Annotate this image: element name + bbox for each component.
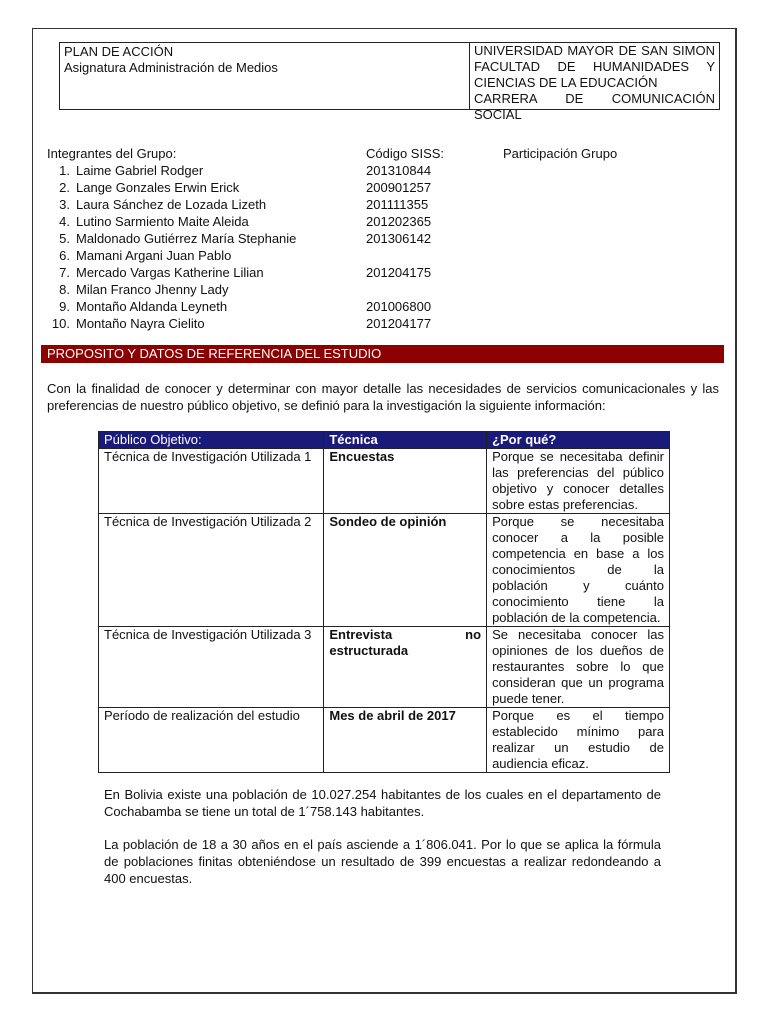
header-why: ¿Por qué? [487, 432, 670, 449]
section-title-bar: PROPOSITO Y DATOS DE REFERENCIA DEL ESTUDIO [41, 345, 724, 363]
member-row [47, 196, 737, 213]
row-reason: Porque se necesitaba definir las preferencias del público objetivo y conocer detalles sobre estas preferencias. [487, 449, 670, 514]
member-number: 2. [59, 180, 70, 195]
member-code: 201202365 [366, 214, 432, 229]
table-row [99, 708, 670, 773]
member-code [366, 247, 503, 264]
member-name: Mercado Vargas Katherine Lilian [76, 265, 264, 280]
member-code [366, 281, 503, 298]
table-header-row [99, 432, 670, 449]
course-name: Asignatura Administración de Medios [64, 60, 278, 75]
row-technique: Encuestas [324, 449, 487, 514]
population-paragraph-2: La población de 18 a 30 años en el país asciende a 1´806.041. Por lo que se aplica la fórmula de poblaciones finitas obteniéndose un resultado de 399 encuestas a realizar redondeando a 400 encuestas. [104, 837, 661, 886]
member-name: Milan Franco Jhenny Lady [76, 282, 229, 297]
member-number: 10. [51, 316, 70, 331]
member-name-cell [47, 213, 366, 230]
group-members-section [47, 145, 737, 332]
career-name: CARRERA DE COMUNICACIÓN SOCIAL [474, 91, 715, 122]
member-number: 6. [59, 248, 70, 263]
member-number: 7. [59, 265, 70, 280]
university-name: UNIVERSIDAD MAYOR DE SAN SIMON [474, 43, 715, 58]
techniques-table [98, 431, 670, 773]
member-name-cell [47, 264, 366, 281]
row-label: Técnica de Investigación Utilizada 3 [99, 627, 324, 708]
member-row [47, 179, 737, 196]
member-number: 8. [59, 282, 70, 297]
member-number: 1. [59, 163, 70, 178]
member-name-cell [47, 179, 366, 196]
row-technique: Mes de abril de 2017 [324, 708, 487, 773]
row-label: Técnica de Investigación Utilizada 2 [99, 514, 324, 627]
university-cell [470, 43, 719, 122]
header-audience: Público Objetivo: [99, 432, 324, 449]
member-name: Laime Gabriel Rodger [76, 163, 204, 178]
header-technique: Técnica [324, 432, 487, 449]
member-name-cell [47, 162, 366, 179]
member-name-cell [47, 315, 366, 332]
member-number: 9. [59, 299, 70, 314]
member-row [47, 162, 737, 179]
member-row [47, 281, 737, 298]
member-name: Montaño Aldanda Leyneth [76, 299, 228, 314]
member-name-cell [47, 196, 366, 213]
member-name: Montaño Nayra Cielito [76, 316, 205, 331]
member-name-cell [47, 298, 366, 315]
row-technique: Entrevista no estructurada [324, 627, 487, 708]
row-reason: Porque se necesitaba conocer a la posible competencia en base a los conocimientos de la población y cuánto conocimiento tiene la población de la competencia. [487, 514, 670, 627]
row-reason: Se necesitaba conocer las opiniones de los dueños de restaurantes sobre lo que consideran que un programa puede tener. [487, 627, 670, 708]
member-number: 3. [59, 197, 70, 212]
member-row [47, 298, 737, 315]
document-header [59, 42, 720, 122]
faculty-line1: FACULTAD DE HUMANIDADES Y [474, 59, 715, 74]
row-label: Técnica de Investigación Utilizada 1 [99, 449, 324, 514]
member-name: Lutino Sarmiento Maite Aleida [76, 214, 249, 229]
members-list [47, 162, 737, 332]
member-code: 201306142 [366, 231, 432, 246]
member-row [47, 264, 737, 281]
member-name-cell [47, 247, 366, 264]
member-name: Laura Sánchez de Lozada Lizeth [76, 197, 267, 212]
table-row [99, 449, 670, 514]
member-name: Mamani Argani Juan Pablo [76, 248, 232, 263]
population-paragraph-1: En Bolivia existe una población de 10.027.254 habitantes de los cuales en el departamento de Cochabamba se tiene un total de 1´758.143 habitantes. [104, 787, 661, 819]
participation-label: Participación Grupo [503, 146, 618, 161]
members-label: Integrantes del Grupo: [47, 146, 177, 161]
table-row [99, 627, 670, 708]
member-row [47, 315, 737, 332]
members-header [47, 145, 737, 162]
member-code: 201204175 [366, 265, 432, 280]
member-row [47, 230, 737, 247]
member-name: Lange Gonzales Erwin Erick [76, 180, 240, 195]
member-code: 201111355 [366, 197, 429, 212]
table-row [99, 514, 670, 627]
member-name-cell [47, 230, 366, 247]
member-number: 4. [59, 214, 70, 229]
row-label: Período de realización del estudio [99, 708, 324, 773]
plan-title: PLAN DE ACCIÓN [64, 44, 174, 59]
plan-title-cell [60, 43, 470, 109]
code-label: Código SISS: [366, 146, 445, 161]
row-reason: Porque es el tiempo establecido mínimo para realizar un estudio de audiencia eficaz. [487, 708, 670, 773]
faculty-line2: CIENCIAS DE LA EDUCACIÓN [474, 75, 658, 90]
member-code: 201204177 [366, 316, 432, 331]
member-name-cell [47, 281, 366, 298]
member-code: 201006800 [366, 299, 432, 314]
member-name: Maldonado Gutiérrez María Stephanie [76, 231, 297, 246]
member-row [47, 213, 737, 230]
intro-paragraph: Con la finalidad de conocer y determinar con mayor detalle las necesidades de servicios comunicacionales y las preferencias de nuestro público objetivo, se definió para la investigación la siguiente información: [47, 381, 719, 413]
row-technique: Sondeo de opinión [324, 514, 487, 627]
member-code: 200901257 [366, 180, 432, 195]
member-row [47, 247, 737, 264]
member-number: 5. [59, 231, 70, 246]
member-code: 201310844 [366, 163, 432, 178]
